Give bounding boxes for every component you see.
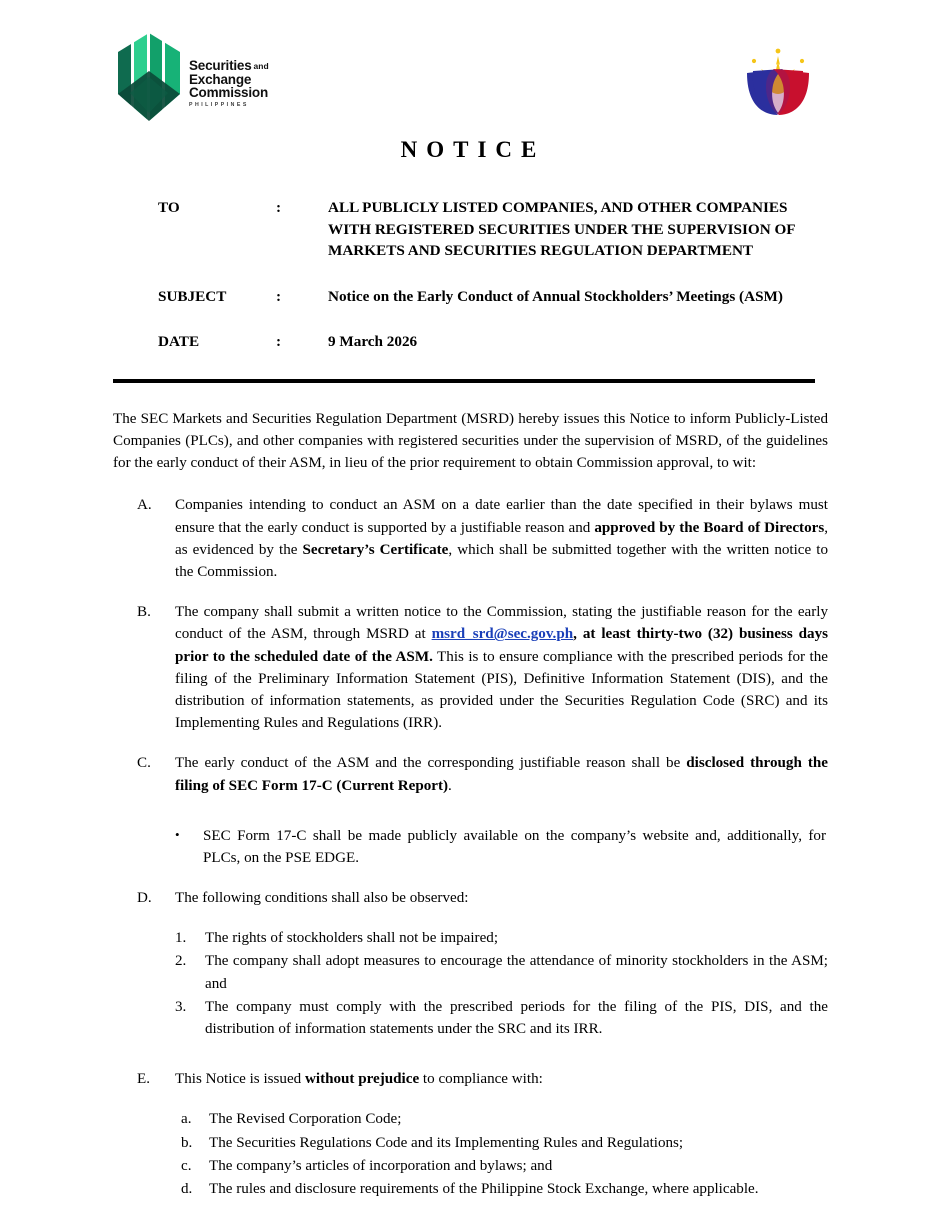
clause-e-item-a-marker: a. [181, 1111, 192, 1128]
clause-d-text: The following conditions shall also be observed: [175, 890, 469, 907]
clause-a-t1: Companies intending to conduct an ASM on a date earlier than the date specified in their bylaws must ensure that the early conduct is supported by a justifiable reason and [175, 497, 828, 536]
clause-e-text [175, 1068, 828, 1090]
bullet-icon: • [175, 826, 180, 842]
clause-a-b1: approved by the Board of Directors [594, 519, 825, 536]
meta-value-subject: Notice on the Early Conduct of Annual Stockholders’ Meetings (ASM) [328, 287, 783, 305]
clause-a-marker: A. [137, 497, 152, 514]
header-divider [113, 379, 815, 383]
list-item [181, 1132, 828, 1154]
sec-logo [118, 33, 269, 121]
spacer [113, 1058, 828, 1068]
clause-a-b2: Secretary’s Certificate [302, 541, 449, 558]
clause-c-t1: The early conduct of the ASM and the corresponding justifiable reason shall be [175, 755, 687, 772]
meta-colon-to: : [276, 199, 282, 216]
clause-e [113, 1068, 828, 1090]
clause-d-item-2-marker: 2. [175, 953, 187, 970]
page-title: NOTICE [400, 137, 546, 162]
sec-word-exchange: Exchange [189, 71, 252, 87]
clause-b-b1: , at least thirty-two (32) business days prior to the scheduled date of the ASM. [175, 626, 828, 665]
clause-c-text [175, 752, 828, 796]
clause-b-marker: B. [137, 604, 151, 621]
clause-e-t1: This Notice is issued [175, 1071, 305, 1088]
clause-e-item-d-text: The rules and disclosure requirements of the Philippine Stock Exchange, where applicable. [209, 1180, 759, 1197]
clause-e-t2: to compliance with: [419, 1071, 543, 1088]
sec-word-philippines: PHILIPPINES [189, 101, 249, 108]
meta-value-to: ALL PUBLICLY LISTED COMPANIES, AND OTHER COMPANIES WITH REGISTERED SECURITIES UNDER THE SUPERVISION OF MARKETS AND SECURITIES REGULATION DEPARTMENT [328, 199, 796, 260]
list-item [175, 996, 828, 1040]
notice-body [113, 408, 828, 1200]
clause-e-item-c-text: The company’s articles of incorporation and bylaws; and [209, 1157, 553, 1174]
list-item [181, 1108, 828, 1130]
sec-word-commission: Commission [189, 85, 269, 101]
clause-d [113, 887, 828, 909]
sec-word-securities: Securities [189, 57, 252, 73]
letterhead [0, 0, 932, 125]
clause-a-t3: , which shall be submitted together with the written notice to the Commission. [175, 541, 828, 581]
list-item [175, 927, 828, 949]
intro-paragraph: The SEC Markets and Securities Regulation Department (MSRD) hereby issues this Notice to inform Publicly-Listed Companies (PLCs), and other companies with registered securities under the supervision of MSRD, of the guidelines for the early conduct of their ASM, in lieu of the prior requirement to obtain Commission approval, to wit: [113, 410, 828, 472]
clause-list [113, 494, 828, 1200]
clause-c-b1: disclosed through the filing of SEC Form 17-C (Current Report) [175, 755, 828, 794]
clause-e-item-a-text: The Revised Corporation Code; [209, 1111, 402, 1128]
list-item [175, 825, 828, 869]
clause-b-text [175, 601, 828, 734]
meta-value-date: 9 March 2026 [328, 333, 418, 351]
list-item [181, 1155, 828, 1177]
clause-d-numbered-list [113, 927, 828, 1040]
clause-b-t1: The company shall submit a written notice to the Commission, stating the justifiable reason for the early conduct of the ASM, through MSRD at [175, 604, 828, 643]
clause-e-item-d-marker: d. [181, 1180, 193, 1197]
meta-label-subject: SUBJECT [158, 287, 227, 305]
meta-label-to: TO [158, 199, 180, 216]
clause-b-t2: This is to ensure compliance with the prescribed periods for the filing of the Preliminary Information Statement (PIS), Definitive Information Statement (DIS), and the distribution of information statements, as provided under the Securities Regulation Code (SRC) and its Implementing Rules and Regulations (IRR). [175, 648, 828, 732]
clause-c-bullet-text: SEC Form 17-C shall be made publicly available on the company’s website and, additionally, for PLCs, on the PSE EDGE. [203, 827, 826, 866]
clause-e-item-b-text: The Securities Regulations Code and its Implementing Rules and Regulations; [209, 1134, 684, 1151]
clause-d-item-1-marker: 1. [175, 930, 187, 947]
meta-colon-subject: : [276, 287, 282, 305]
clause-b [113, 601, 828, 734]
spacer [113, 815, 828, 825]
clause-e-item-b-marker: b. [181, 1134, 193, 1151]
clause-e-marker: E. [137, 1071, 150, 1088]
meta-row-subject [0, 286, 932, 332]
sec-wordmark [189, 46, 269, 108]
clause-a-text [175, 494, 828, 583]
clause-a-t2: , as evidenced by the [175, 519, 828, 558]
clause-d-item-3-text: The company must comply with the prescribed periods for the filing of the PIS, DIS, and the distribution of information statements under the SRC and its IRR. [205, 998, 828, 1038]
clause-c-t2: . [448, 777, 452, 794]
notice-meta-table [0, 197, 932, 353]
clause-d-marker: D. [137, 890, 152, 907]
sec-hexagon-icon [118, 33, 180, 121]
list-item [181, 1178, 828, 1200]
clause-e-b1: without prejudice [304, 1071, 420, 1088]
clause-c-bullet-list [113, 825, 828, 869]
meta-row-to [0, 197, 932, 286]
list-item [175, 950, 828, 994]
msrd-email-link[interactable]: msrd_srd@sec.gov.ph [431, 626, 574, 643]
philippine-government-emblem-icon [741, 43, 815, 115]
clause-d-item-3-marker: 3. [175, 998, 187, 1015]
clause-a [113, 494, 828, 583]
meta-label-date: DATE [158, 333, 200, 351]
clause-e-lettered-list [113, 1108, 828, 1200]
meta-row-date [0, 331, 932, 353]
clause-d-item-1-text: The rights of stockholders shall not be impaired; [205, 930, 499, 947]
clause-e-item-c-marker: c. [181, 1157, 192, 1174]
meta-colon-date: : [276, 333, 282, 351]
clause-c [113, 752, 828, 796]
sec-word-and: and [253, 60, 269, 71]
clause-d-item-2-text: The company shall adopt measures to encourage the attendance of minority stockholders in the ASM; and [205, 953, 828, 992]
clause-c-marker: C. [137, 755, 151, 772]
